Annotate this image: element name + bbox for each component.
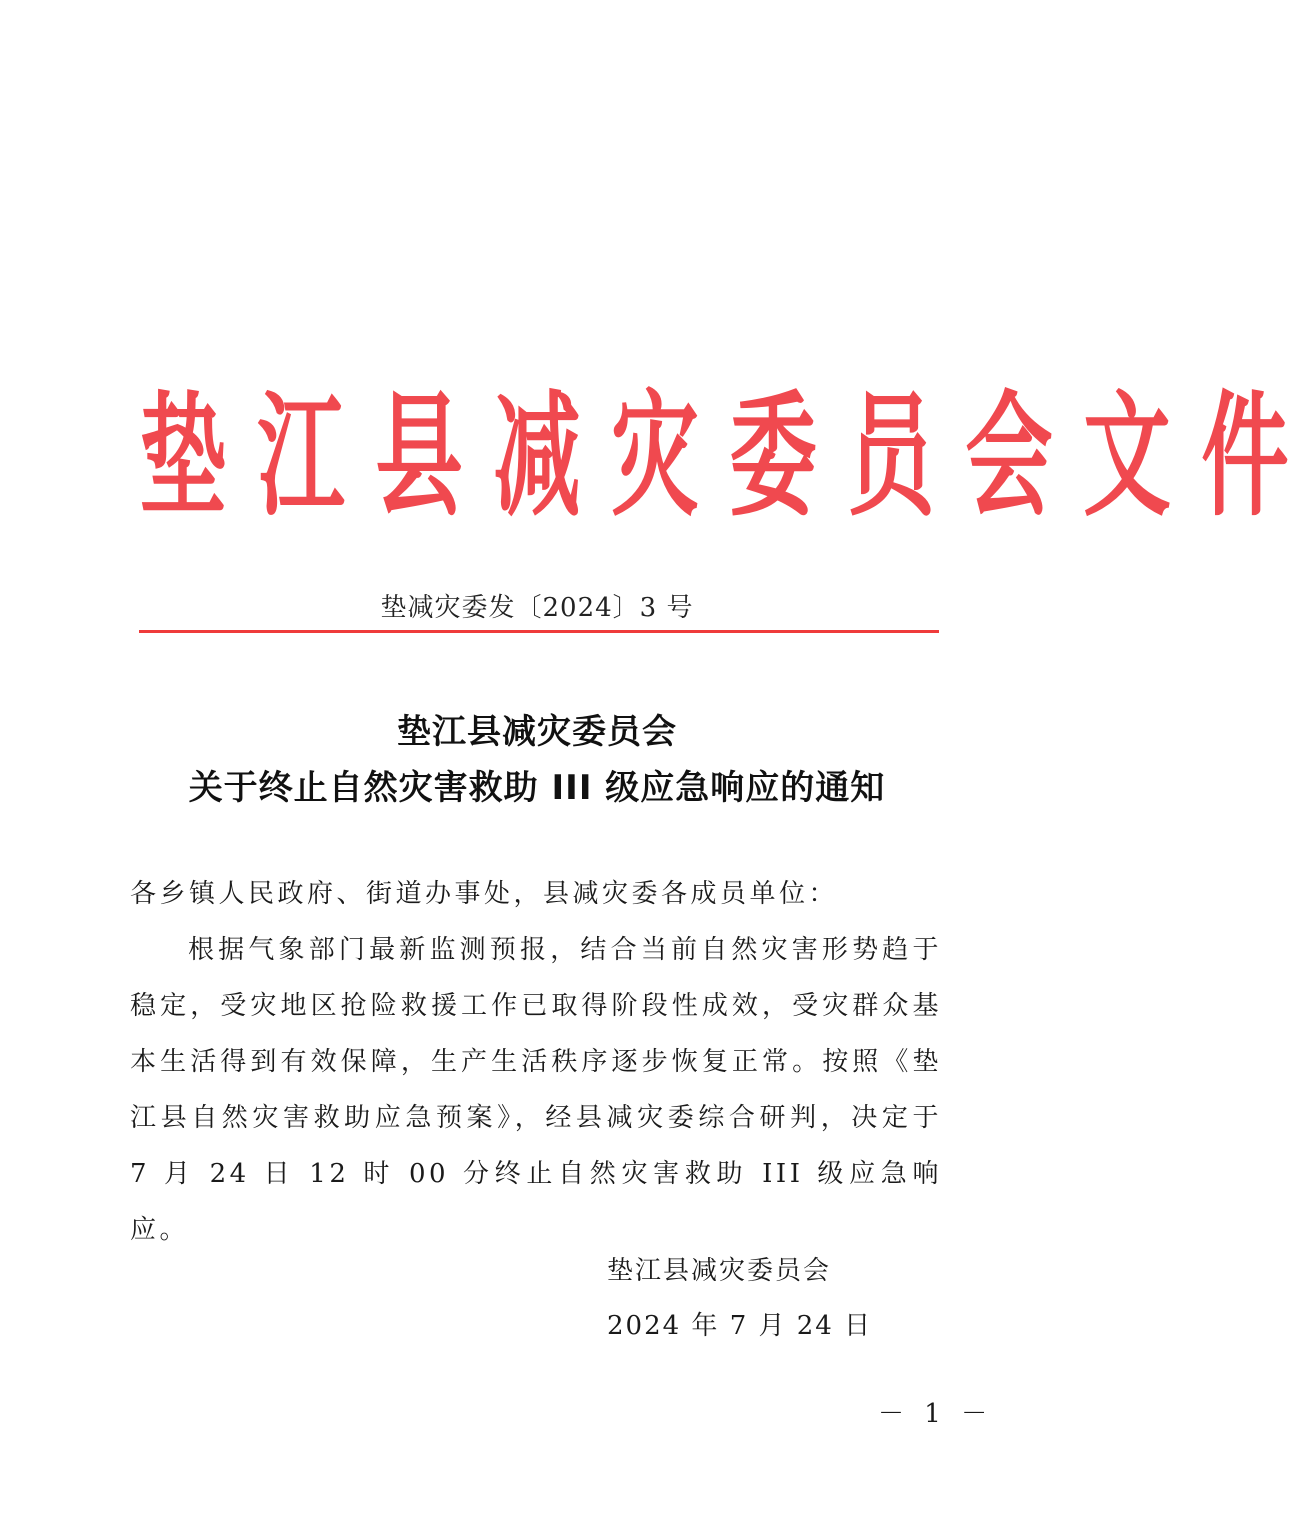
masthead-char: 会: [965, 376, 1053, 535]
page-number: － 1 －: [878, 1399, 994, 1429]
body-paragraph: 根据气象部门最新监测预报，结合当前自然灾害形势趋于稳定，受灾地区抢险救援工作已取得阶段性成效，受灾群众基本生活得到有效保障，生产生活秩序逐步恢复正常。按照《垫江县自然灾害救助应急预案》，经县减灾委综合研判，决定于 7 月 24 日 12 时 00 分终止自然灾害救助 III 级应急响应。: [130, 935, 942, 1245]
masthead-char: 江: [257, 376, 345, 535]
document-number: 垫减灾委发〔2024〕3 号: [380, 593, 694, 623]
masthead-char: 垫: [139, 376, 227, 535]
notice-title-line-1: 垫江县减灾委员会: [397, 712, 677, 752]
masthead-char: 件: [1201, 376, 1289, 535]
masthead-char: 县: [375, 376, 463, 535]
masthead-char: 文: [1083, 376, 1171, 535]
notice-title-line-2: 关于终止自然灾害救助 III 级应急响应的通知: [188, 768, 886, 808]
masthead-char: 员: [847, 376, 935, 535]
masthead-title: [124, 376, 1289, 535]
masthead-char: 委: [729, 376, 817, 535]
signature-date: 2024 年 7 月 24 日: [607, 1311, 873, 1341]
masthead-char: 减: [493, 376, 581, 535]
salutation: 各乡镇人民政府、街道办事处，县减灾委各成员单位：: [130, 879, 839, 909]
signature-organization: 垫江县减灾委员会: [607, 1256, 832, 1286]
red-divider-line: [139, 630, 939, 633]
masthead-char: 灾: [611, 376, 699, 535]
